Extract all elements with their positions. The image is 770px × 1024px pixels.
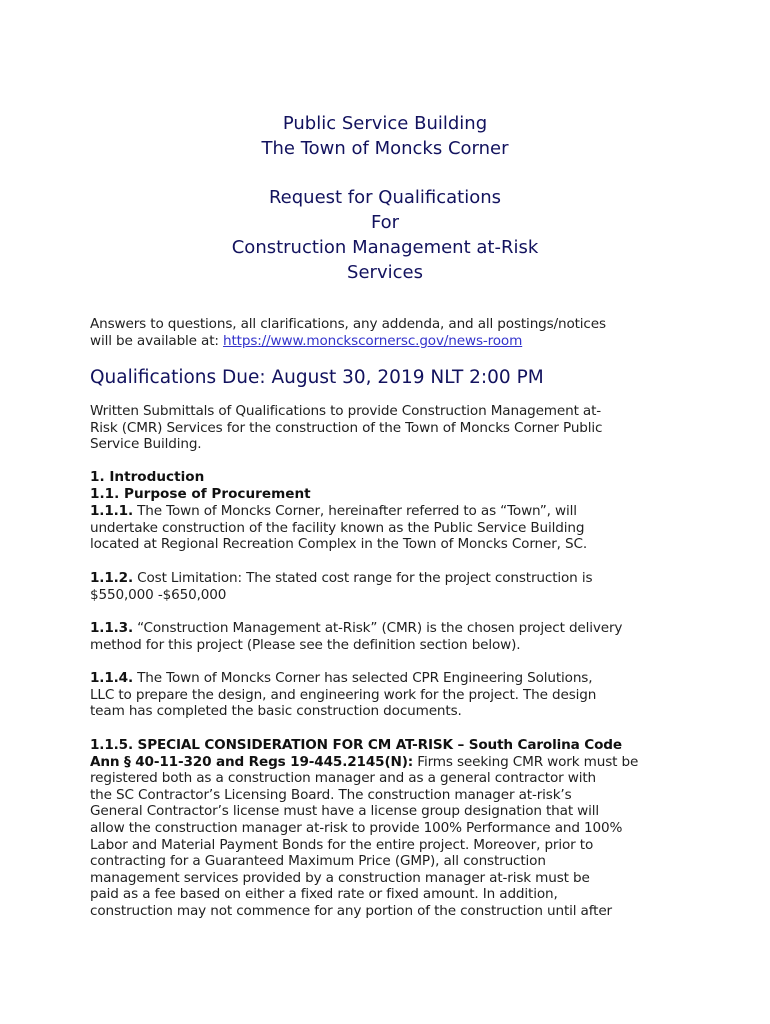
paragraph-1-1-2 [90,570,690,603]
title-building: Public Service Building [282,113,488,134]
title-town: The Town of Moncks Corner [261,138,509,159]
qualifications-due-heading: Qualifications Due: August 30, 2019 NLT 2:00 PM [90,367,544,388]
p112-number: 1.1.2. [90,570,133,586]
p112-line-1 [90,570,690,587]
p114-line-2: LLC to prepare the design, and engineering work for the project. The design [90,686,597,703]
paragraph-1-1-3 [90,620,690,653]
p114-number: 1.1.4. [90,670,133,686]
p112-text-1: Cost Limitation: The stated cost range for the project construction is [132,570,593,586]
answers-paragraph [90,316,690,349]
document-title [90,111,680,161]
p115-bold-2: Ann § 40-11-320 and Regs 19-445.2145(N): [90,753,414,770]
p111-line-3: located at Regional Recreation Complex in the Town of Moncks Corner, SC. [90,536,587,553]
p111-line-1 [90,503,690,520]
section-introduction-heading: 1. Introduction [90,469,205,485]
p114-line-3: team has completed the basic construction documents. [90,703,462,720]
paragraph-1-1-1 [90,503,690,553]
answers-line-1: Answers to questions, all clarifications, any addenda, and all postings/notices [90,316,606,332]
p115-line-9: management services provided by a construction manager at-risk must be [90,869,590,886]
news-room-link[interactable]: https://www.monckscornersc.gov/news-room [223,332,523,349]
title-for: For [370,212,400,233]
p111-number: 1.1.1. [90,503,133,519]
p115-line-6: allow the construction manager at-risk to provide 100% Performance and 100% [90,819,623,836]
p111-line-2: undertake construction of the facility known as the Public Service Building [90,519,585,536]
document-subtitle [90,185,680,285]
p115-line-4: the SC Contractor’s Licensing Board. The construction manager at-risk’s [90,786,572,803]
p115-line-2 [90,754,690,771]
written-submittals-paragraph [90,403,690,453]
p113-line-1 [90,620,690,637]
p114-text-1: The Town of Moncks Corner has selected CPR Engineering Solutions, [132,670,593,686]
p115-line-7: Labor and Material Payment Bonds for the entire project. Moreover, prior to [90,836,594,853]
paragraph-1-1-4 [90,670,690,720]
p115-line-1 [90,737,690,754]
p115-line-10: paid as a fee based on either a fixed rate or fixed amount. In addition, [90,886,558,903]
p115-line-5: General Contractor’s license must have a license group designation that will [90,803,600,820]
p113-text-1: “Construction Management at-Risk” (CMR) is the chosen project delivery [132,620,623,636]
written-line-3: Service Building. [90,436,202,453]
p113-line-2: method for this project (Please see the definition section below). [90,636,521,653]
section-purpose-heading: 1.1. Purpose of Procurement [90,486,311,502]
title-rfq: Request for Qualifications [268,187,502,208]
written-line-1: Written Submittals of Qualifications to provide Construction Management at- [90,403,602,419]
answers-line-2 [90,333,690,350]
p115-bold-1: 1.1.5. SPECIAL CONSIDERATION FOR CM AT-RISK – South Carolina Code [90,737,622,753]
p111-text-1: The Town of Moncks Corner, hereinafter referred to as “Town”, will [132,503,577,519]
p115-text-2: Firms seeking CMR work must be [413,753,639,770]
written-line-2: Risk (CMR) Services for the construction of the Town of Moncks Corner Public [90,419,603,436]
p112-line-2: $550,000 -$650,000 [90,586,227,603]
title-services: Services [347,262,423,283]
p115-line-3: registered both as a construction manager and as a general contractor with [90,770,597,787]
p113-number: 1.1.3. [90,620,133,636]
p114-line-1 [90,670,690,687]
paragraph-1-1-5 [90,737,690,920]
title-cmr: Construction Management at-Risk [231,237,539,258]
answers-prefix: will be available at: [90,332,224,349]
p115-line-8: contracting for a Guaranteed Maximum Price (GMP), all construction [90,853,546,870]
p115-line-11: construction may not commence for any portion of the construction until after [90,902,612,919]
